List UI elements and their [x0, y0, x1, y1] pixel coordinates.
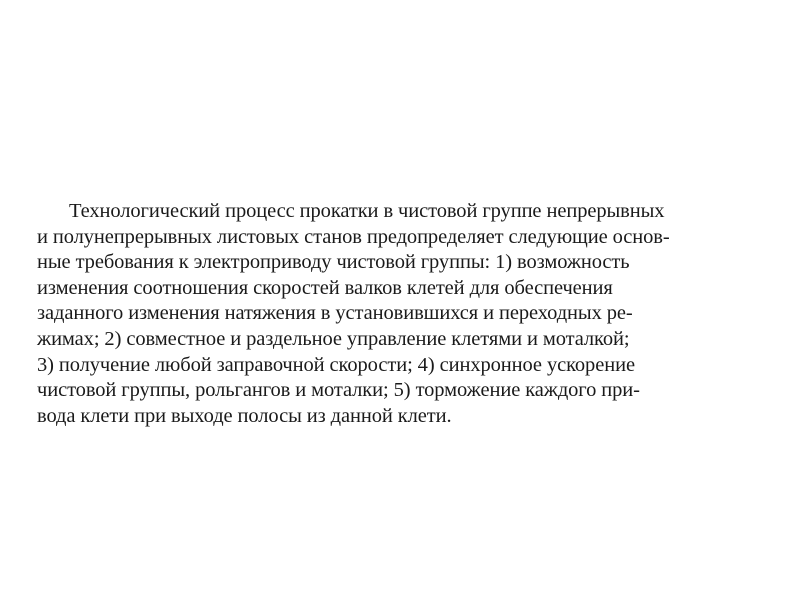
paragraph-line-7: 3) получение любой заправочной скорости; 4) синхронное ускорение: [37, 353, 635, 376]
paragraph-line-2: и полунепрерывных листовых станов предопределяет следующие основ-: [37, 225, 670, 248]
paragraph-line-8: чистовой группы, рольгангов и моталки; 5) торможение каждого при-: [37, 379, 640, 402]
paragraph-line-3: ные требования к электроприводу чистовой группы: 1) возможность: [37, 251, 630, 274]
paragraph: [37, 199, 761, 429]
paragraph-line-1: Технологический процесс прокатки в чистовой группе непрерывных: [69, 200, 665, 222]
paragraph-line-4: изменения соотношения скоростей валков клетей для обеспечения: [37, 276, 613, 299]
paragraph-line-6: жимах; 2) совместное и раздельное управление клетями и моталкой;: [37, 327, 630, 350]
paragraph-line-9: вода клети при выходе полосы из данной клети.: [37, 404, 452, 427]
paragraph-line-5: заданного изменения натяжения в установившихся и переходных ре-: [37, 302, 633, 325]
